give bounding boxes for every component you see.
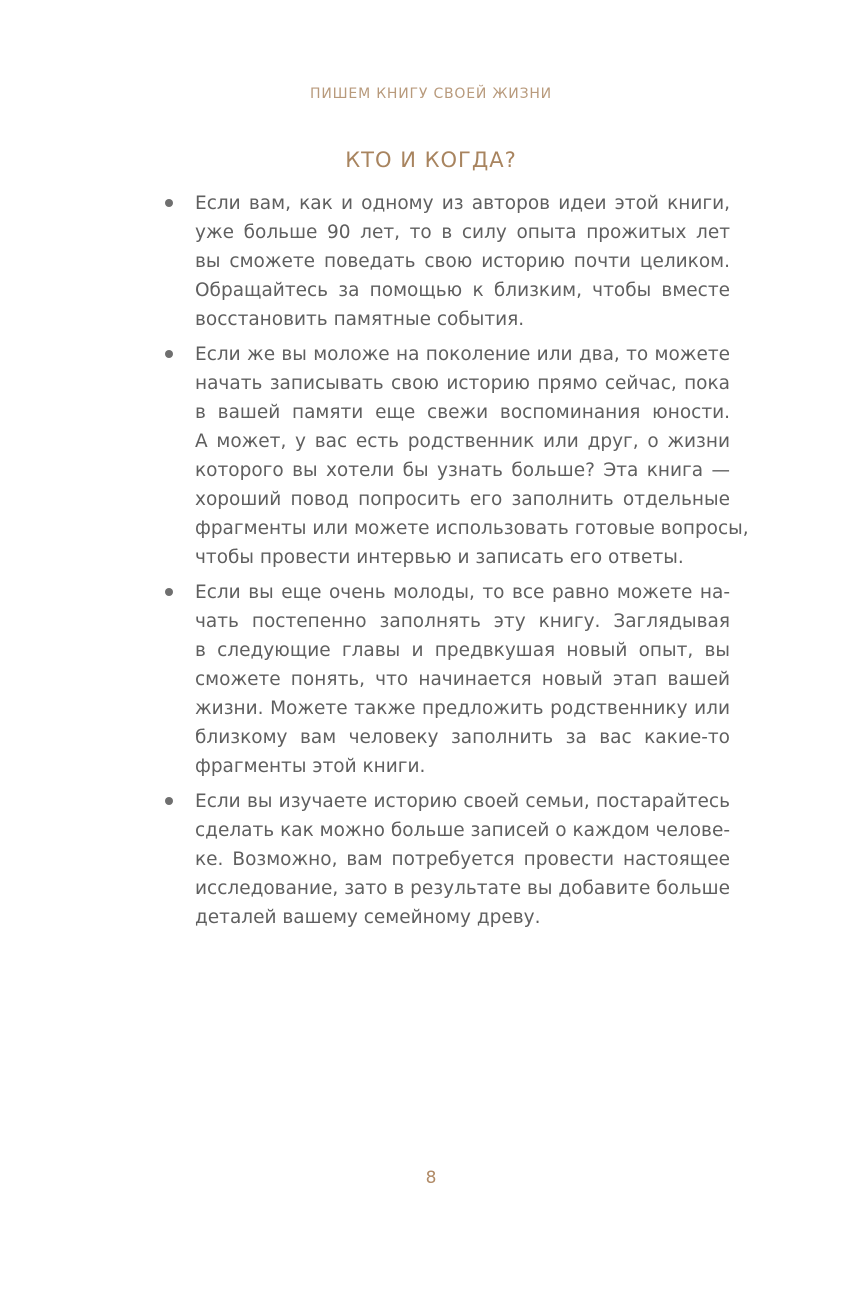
text-line: близкому вам человеку заполнить за вас какие-то	[195, 727, 730, 748]
text-line: деталей вашему семейному древу.	[195, 907, 541, 928]
section-title: КТО И КОГДА?	[345, 148, 517, 172]
bullet-dot-icon	[165, 797, 173, 805]
text-line: вы сможете поведать свою историю почти целиком.	[195, 251, 730, 272]
text-line: фрагменты этой книги.	[195, 756, 426, 777]
text-line: в вашей памяти еще свежи воспоминания юности.	[195, 402, 730, 423]
text-line: ке. Возможно, вам потребуется провести настоящее	[195, 849, 730, 870]
text-line: начать записывать свою историю прямо сейчас, пока	[195, 373, 730, 394]
list-item	[162, 787, 730, 932]
text-line: Если вам, как и одному из авторов идеи этой книги,	[195, 193, 730, 214]
text-line: Если вы еще очень молоды, то все равно можете на-	[195, 582, 730, 603]
text-line: восстановить памятные события.	[195, 309, 525, 330]
text-line: сделать как можно больше записей о каждом челове-	[195, 820, 731, 841]
bullet-list	[162, 189, 749, 938]
page-number: 8	[425, 1168, 437, 1188]
text-line: исследование, зато в результате вы добавите больше	[195, 878, 730, 899]
list-item	[162, 189, 730, 334]
bullet-dot-icon	[165, 350, 173, 358]
text-line: уже больше 90 лет, то в силу опыта прожитых лет	[195, 222, 730, 243]
text-line: жизни. Можете также предложить родственнику или	[195, 698, 730, 719]
list-item	[162, 578, 730, 781]
text-line: А может, у вас есть родственник или друг, о жизни	[195, 431, 730, 452]
text-line: которого вы хотели бы узнать больше? Эта книга —	[195, 460, 730, 481]
text-line: чтобы провести интервью и записать его ответы.	[195, 547, 684, 568]
text-line: чать постепенно заполнять эту книгу. Заглядывая	[195, 611, 730, 632]
text-line: Если же вы моложе на поколение или два, то можете	[195, 344, 730, 365]
running-header: ПИШЕМ КНИГУ СВОЕЙ ЖИЗНИ	[310, 86, 552, 102]
text-line: Обращайтесь за помощью к близким, чтобы вместе	[195, 280, 730, 301]
bullet-dot-icon	[165, 588, 173, 596]
text-line: хороший повод попросить его заполнить отдельные	[195, 489, 730, 510]
text-line: сможете понять, что начинается новый этап вашей	[195, 669, 730, 690]
bullet-dot-icon	[165, 199, 173, 207]
text-line: фрагменты или можете использовать готовые вопросы,	[195, 518, 749, 539]
text-line: в следующие главы и предвкушая новый опыт, вы	[195, 640, 730, 661]
list-item	[162, 340, 749, 572]
text-line: Если вы изучаете историю своей семьи, постарайтесь	[195, 791, 730, 812]
